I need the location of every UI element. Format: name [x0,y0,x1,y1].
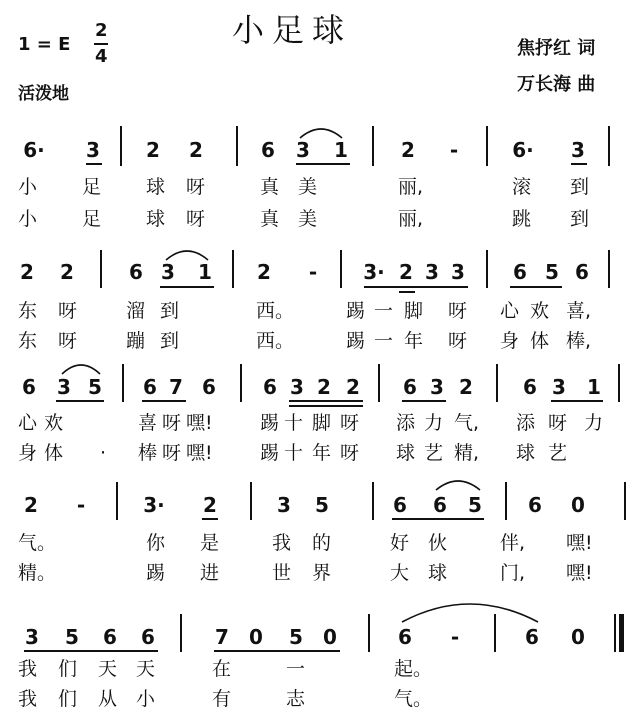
lyric: 小 [18,208,38,230]
note: 3 [425,260,439,284]
note: 6 [129,260,143,284]
barline [240,364,242,402]
lyric: 你 [146,532,166,554]
lyric: 起。 [394,658,433,680]
eighth-underline [402,400,446,402]
lyric: 大 [390,562,410,584]
note: 6 [575,260,589,284]
eighth-underline [551,400,603,402]
note: 5 [65,625,79,649]
note: 3 [451,260,465,284]
slur [60,360,102,376]
lyric: 足 [82,208,102,230]
note: 3 [277,493,291,517]
lyric: · [100,442,107,464]
note: 3 [290,375,304,399]
lyric: 球 [428,562,448,584]
lyric: 气, [454,412,480,434]
lyric: 真 [260,208,280,230]
time-signature-bottom: 4 [95,46,108,67]
lyric: 志 [286,688,306,710]
barline [236,126,238,166]
lyric: 世 [272,562,292,584]
note: 2 [346,375,360,399]
lyricist-credit: 焦抒红 词 [517,38,596,59]
key-signature: 1 = E [18,34,71,55]
note: 2 [20,260,34,284]
barline [496,364,498,402]
lyric: 西。 [256,300,295,322]
note: 2 [257,260,271,284]
lyric: 进 [200,562,220,584]
eighth-underline [202,518,218,520]
note: 6 [525,625,539,649]
lyric: 丽, [398,176,424,198]
lyric: 从 [98,688,118,710]
lyric: 力 [584,412,604,434]
lyric: 小 [136,688,156,710]
dash: - [449,138,459,162]
note: 5 [88,375,102,399]
lyric: 球 [516,442,536,464]
lyric: 十 [284,442,304,464]
lyric: 呀 [448,300,468,322]
lyric: 小 [18,176,38,198]
lyric: 嘿! [566,562,593,584]
note: 0 [249,625,263,649]
note: 6 [141,625,155,649]
lyric: 我 [18,658,38,680]
barline [378,364,380,402]
time-signature-line [94,43,108,45]
eighth-underline [296,163,350,165]
lyric: 好 [390,532,410,554]
lyric: 滚 [512,176,532,198]
lyric: 到 [570,176,590,198]
barline [486,250,488,288]
lyric: 们 [58,658,78,680]
lyric: 脚 [312,412,332,434]
eighth-underline [142,400,186,402]
final-barline-thick [619,614,624,652]
lyric: 丽, [398,208,424,230]
eighth-underline [24,650,158,652]
lyric: 呀 [548,412,568,434]
lyric: 跳 [512,208,532,230]
note: 0 [323,625,337,649]
note: 1 [334,138,348,162]
note: 3 [296,138,310,162]
dash: - [450,625,460,649]
note: 6 [263,375,277,399]
lyric: 一 [286,658,306,680]
lyric: 真 [260,176,280,198]
eighth-underline [214,650,340,652]
note: 2 [459,375,473,399]
note: 5 [545,260,559,284]
eighth-underline [364,286,468,288]
note: 3 [86,138,100,162]
barline [122,364,124,402]
lyric: 喜 [138,412,158,434]
tempo-marking: 活泼地 [18,84,69,104]
barline [100,250,102,288]
lyric: 溜 [126,300,146,322]
lyric: 东 [18,330,38,352]
note: 7 [169,375,183,399]
note: 2 [401,138,415,162]
song-title: 小足球 [232,11,353,49]
lyric: 嘿! [186,412,213,434]
lyric: 嘿! [186,442,213,464]
lyric: 呀 [448,330,468,352]
lyric: 的 [312,532,332,554]
lyric: 呀 [58,330,78,352]
lyric: 添 [516,412,536,434]
note: 2 [189,138,203,162]
slur [164,246,210,262]
note: 6 [433,493,447,517]
note: 0 [571,493,585,517]
time-signature-top: 2 [95,20,108,41]
barline [372,126,374,166]
lyric: 年 [312,442,332,464]
lyric: 呀 [186,176,206,198]
lyric: 身 [500,330,520,352]
lyric: 精。 [18,562,57,584]
lyric: 美 [298,208,318,230]
lyric: 我 [272,532,292,554]
lyric: 踢 [260,412,280,434]
note: 2 [399,260,413,284]
lyric: 球 [146,176,166,198]
lyric: 到 [570,208,590,230]
note: 3· [363,260,385,284]
lyric: 天 [136,658,156,680]
lyric: 体 [44,442,64,464]
lyric: 添 [396,412,416,434]
lyric: 心 [500,300,520,322]
barline [232,250,234,288]
final-barline-thin [614,614,616,652]
note: 3 [57,375,71,399]
eighth-underline [160,286,214,288]
note: 0 [571,625,585,649]
lyric: 棒, [566,330,592,352]
lyric: 气。 [18,532,57,554]
barline [120,126,122,166]
eighth-underline [571,163,587,165]
note: 6 [103,625,117,649]
lyric: 体 [530,330,550,352]
note: 6 [202,375,216,399]
note: 3 [161,260,175,284]
barline [486,126,488,166]
lyric: 呀 [340,412,360,434]
composer-credit: 万长海 曲 [517,74,596,95]
eighth-underline [392,518,484,520]
note: 5 [468,493,482,517]
barline [608,250,610,288]
barline [180,614,182,652]
lyric: 踢 [146,562,166,584]
lyric: 脚 [404,300,424,322]
lyric: 十 [284,412,304,434]
note: 6 [523,375,537,399]
lyric: 西。 [256,330,295,352]
lyric: 是 [200,532,220,554]
slur [434,476,482,492]
note: 6 [513,260,527,284]
note: 2 [317,375,331,399]
lyric: 呀 [162,442,182,464]
note: 1 [198,260,212,284]
lyric: 棒 [138,442,158,464]
lyric: 球 [146,208,166,230]
lyric: 呀 [340,442,360,464]
note: 3 [552,375,566,399]
lyric: 呀 [58,300,78,322]
lyric: 年 [404,330,424,352]
note: 1 [587,375,601,399]
barline [250,482,252,520]
lyric: 欢 [530,300,550,322]
note: 6· [23,138,45,162]
dash: - [76,493,86,517]
lyric: 踢 [346,300,366,322]
eighth-underline [289,400,363,402]
lyric: 一 [374,330,394,352]
note: 2 [60,260,74,284]
barline [608,126,610,166]
note: 6· [512,138,534,162]
eighth-underline [399,291,415,293]
note: 7 [215,625,229,649]
slur [298,124,344,140]
barline [618,364,620,402]
barline [368,614,370,652]
lyric: 美 [298,176,318,198]
lyric: 喜, [566,300,592,322]
lyric: 伙 [428,532,448,554]
lyric: 嘿! [566,532,593,554]
note: 3 [430,375,444,399]
note: 5 [289,625,303,649]
note: 6 [398,625,412,649]
lyric: 欢 [44,412,64,434]
lyric: 界 [312,562,332,584]
note: 6 [22,375,36,399]
eighth-underline [86,163,102,165]
note: 2 [146,138,160,162]
note: 2 [203,493,217,517]
lyric: 力 [424,412,444,434]
note: 6 [528,493,542,517]
eighth-underline [289,405,363,407]
lyric: 足 [82,176,102,198]
note: 6 [143,375,157,399]
note: 2 [24,493,38,517]
barline [505,482,507,520]
lyric: 天 [98,658,118,680]
lyric: 精, [454,442,480,464]
note: 3 [25,625,39,649]
lyric: 呀 [186,208,206,230]
note: 3· [143,493,165,517]
lyric: 伴, [500,532,526,554]
note: 6 [393,493,407,517]
lyric: 一 [374,300,394,322]
lyric: 踢 [346,330,366,352]
note: 6 [403,375,417,399]
eighth-underline [510,286,562,288]
eighth-underline [56,400,104,402]
barline [624,482,626,520]
note: 3 [571,138,585,162]
lyric: 到 [160,300,180,322]
lyric: 在 [212,658,232,680]
lyric: 到 [160,330,180,352]
note: 5 [315,493,329,517]
lyric: 们 [58,688,78,710]
lyric: 身 [18,442,38,464]
lyric: 踢 [260,442,280,464]
lyric: 艺 [424,442,444,464]
lyric: 我 [18,688,38,710]
barline [340,250,342,288]
lyric: 东 [18,300,38,322]
barline [372,482,374,520]
lyric: 球 [396,442,416,464]
lyric: 蹦 [126,330,146,352]
dash: - [308,260,318,284]
lyric: 有 [212,688,232,710]
barline [116,482,118,520]
lyric: 艺 [548,442,568,464]
lyric: 心 [18,412,38,434]
tie [400,598,540,624]
lyric: 门, [500,562,526,584]
lyric: 气。 [394,688,433,710]
note: 6 [261,138,275,162]
lyric: 呀 [162,412,182,434]
